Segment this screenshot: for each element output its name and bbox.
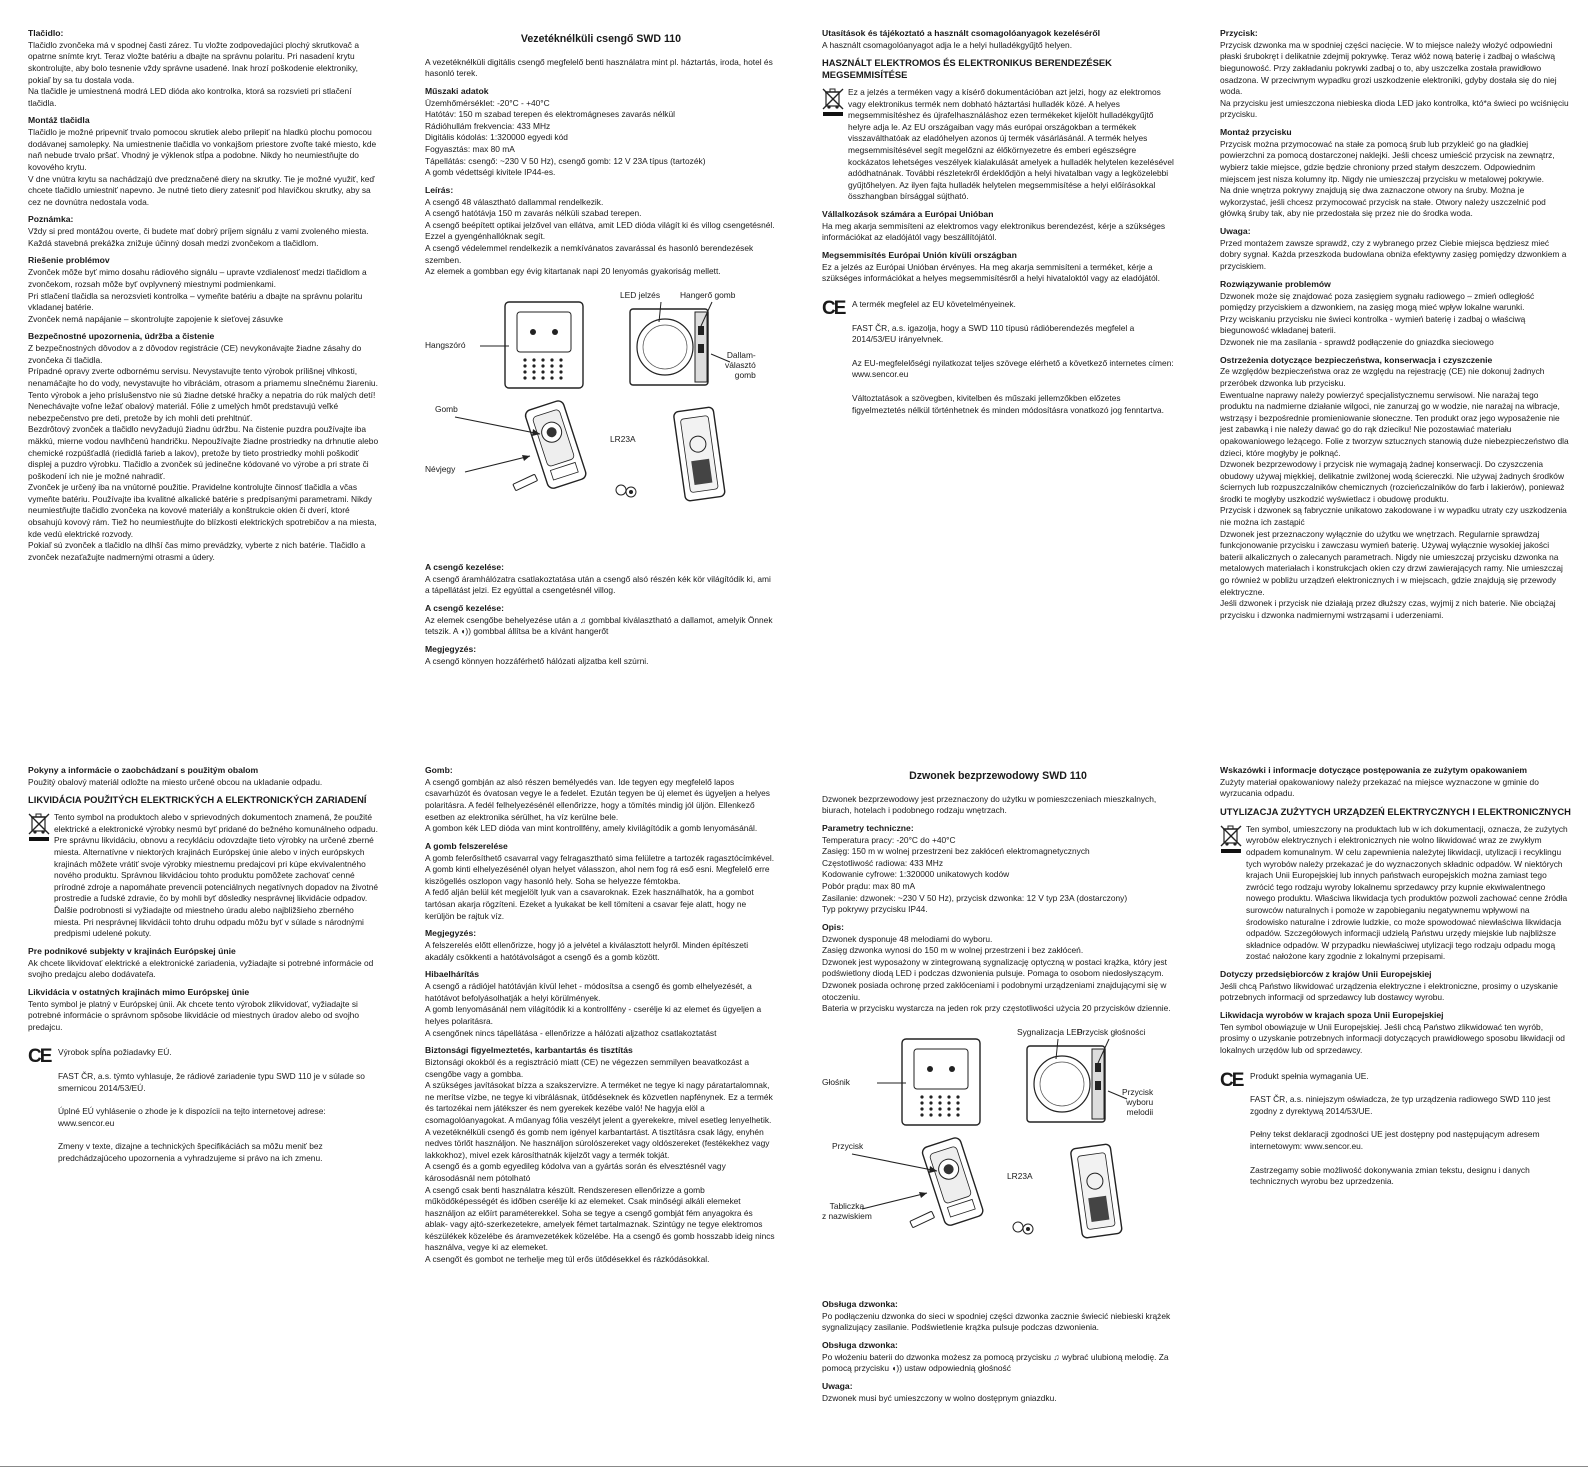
pl-instructions-column — [1220, 28, 1572, 627]
hu-button-section — [425, 1045, 777, 1266]
sk-section-heading: Bezpečnostné upozornenia, údržba a čistenie — [28, 331, 215, 342]
pl-section — [1220, 28, 1572, 121]
pl-weee-text: Ten symbol, umieszczony na produktach lub w ich dokumentacji, oznacza, że zużytych wyrobów elektrycznych i elektronicznych nie wolno likwidować wraz ze zwykłym odpadem komunalnym. W celu zapewnienia należytej likwidacji, utylizacji i recyklingu tych wyrobów należy przekazać je do wyznaczonych składnic odpadów. W niektórych krajach Unii Europejskiej lub innych państwach europejskich można zamiast tego zwrócić tego rodzaju wyroby lokalnemu sprzedawcy przy kupnie ekwiwalentnego nowego produktu. Właściwa likwidacja tych produktów pozwoli zachować cenne źródła surowców naturalnych i pomoże w zapobieganiu negatywnemu wpływowi na środowisko naturalne i zdrowie ludzkie, co może spowodować niewłaściwa likwidacja odpadów. Szczegółowych informacji udzielą Państwu urzędy miejskie lub najbliższe składnice odpadów. W przypadku niewłaściwej utylizacji tego rodzaju odpadu mogą zostać nałożone kary zgodnie z lokalnymi przepisami. — [1246, 823, 1568, 962]
pl-ce-line: Produkt spełnia wymagania UE. — [1250, 1070, 1369, 1081]
hu-button-column — [425, 765, 777, 1272]
pl-usage-section-text: Po podłączeniu dzwonka do sieci w spodniej części dzwonka zacznie świecić niebieski krążek sygnalizujący zasilanie. Podświetlenie krążka pulsuje podczas dzwonienia. — [822, 1310, 1171, 1333]
pl-section-heading: Ostrzeżenia dotyczące bezpieczeństwa, konserwacja i czyszczenie — [1220, 354, 1493, 365]
pl-weee-heading: UTYLIZACJA ZUŻYTYCH URZĄDZEŃ ELEKTRYCZNYCH I ELEKTRONICZNYCH — [1220, 806, 1571, 818]
sk-ce-line: Výrobok spĺňa požiadavky EÚ. — [58, 1047, 172, 1058]
pl-section-text: Ze względów bezpieczeństwa oraz ze względu na rejestrację (CE) nie dokonuj żadnych przeróbek dzwonka lub przycisku. Ewentualne naprawy należy powierzyć specjalistycznemu serwisowi. Nie narażaj tego produktu na nadmierne działanie wilgoci, nie zanurzaj go w wodzie, nie narażaj na wibracje, wstrząsy i bezpośrednie promieniowanie słoneczne. Ten produkt oraz jego wyposażenie nie jest zabawką i nie należy dawać go do rąk dzieciku! Nie pozostawiać materiału opakowaniowego leżącego. Folie z tworzyw sztucznych stanowią duże niebezpieczeństwo dla dzieci, które mogłyby je połknąć. Dzwonek bezprzewodowy i przycisk nie wymagają żadnej konserwacji. Do czyszczenia obudowy używaj miękkiej, delikatnie zwilżonej wodą ściereczki. Nie używaj żadnych środków ściernych lub rozpuszczalników chemicznych (rozcieńczalników do farb i lakierów), ponieważ środki te mogłyby uszkodzić wyświetlacz i obudowę produktu. Przycisk i dzwonek są fabrycznie unikatowo zakodowane i w wypadku utraty czy uszkodzenia nie można ich zastąpić Dzwonek jest przeznaczony wyłącznie do użytku we wnętrzach. Regularnie sprawdzaj funkcjonowanie przycisku i zawczasu wymień baterię. Używaj wyłącznie wysokiej jakości baterii alkalicznych o zalecanych parametrach. Nigdy nie umieszczaj przycisku dzwonka na metalowych materiałach i konstrukcjach okien czy drzwi zawierających ramy. Nie umieszczaj go również w pobliżu urządzeń elektronicznych i w miejscach, gdzie znajdują się przewody elektryczne. Jeśli dzwonek i przycisk nie działają przez dłuższy czas, wyjmij z nich baterie. Nie obciążaj przycisku i dzwonka nadmiernymi wstrząsami i uderzeniami. — [1220, 366, 1569, 620]
hu-section-text: Üzemhőmérséklet: -20°C - +40°C Hatótáv: 150 m szabad terepen és elektromágneses zavarás nélkül Rádióhullám frekvencia: 433 MHz Digitális kódolás: 1:320000 egyedi kód Fogyasztás: max 80 mA Tápellátás: csengő: ~230 V 50 Hz), csengő gomb: 12 V 23A típus (tartozék) A gomb védettségi kivitele IP44-es. — [425, 97, 706, 178]
pl-usage-section-heading: Uwaga: — [822, 1380, 853, 1391]
pl-ce-url: Pełny tekst deklaracji zgodności UE jest dostępny pod następującym adresem internetowym: www.sencor.eu. — [1250, 1129, 1540, 1151]
battery-label: LR23A — [610, 433, 636, 444]
sk-outside-eu-heading: Likvidácia v ostatných krajinách mimo Európskej únie — [28, 986, 250, 997]
sk-weee-text: Tento symbol na produktoch alebo v sprievodných dokumentoch znamená, že použité elektrické a elektronické výrobky nesmú byť pridané do bežného komunálneho odpadu. Pre správnu likvidáciu, obnovu a recykláciu odovzdajte tieto výrobky na určené zberné miesta. Alternatívne v niektorých krajinách Európskej únie alebo v iných európskych krajinách môžete vrátiť svoje výrobky miestnemu predajcovi pri kúpe ekvivalentného nového produktu. Správnou likvidáciou tohto produktu pomôžete zachovať cenné prírodné zdroje a napomáhate prevencii potenciálnych negatívnych dopadov na životné prostredie a ľudské zdravie, čo by mohli byť dôsledky nesprávnej likvidácie odpadov. Ďalšie podrobnosti si vyžiadajte od miestneho úradu alebo najbližšieho zberného miesta. Pri nesprávnej likvidácii tohto druhu odpadu môžu byť v súlade s národnými predpismi udelené pokuty. — [54, 812, 379, 939]
pl-section-heading: Parametry techniczne: — [822, 822, 914, 833]
hu-title: Vezetéknélküli csengő SWD 110 — [520, 33, 682, 45]
sk-business-heading: Pre podnikové subjekty v krajinách Európskej únie — [28, 945, 236, 956]
nameplate-label: Névjegy — [425, 463, 456, 474]
pl-outside-eu-heading: Likwidacja wyrobów w krajach spoza Unii Europejskiej — [1220, 1009, 1444, 1020]
sk-section — [28, 28, 380, 109]
speaker-label: Głośnik — [822, 1076, 850, 1087]
pl-section — [1220, 279, 1572, 349]
sk-section-text: Z bezpečnostných dôvodov a z dôvodov registrácie (CE) nevykonávajte žiadne zásahy do zvončeka či tlačidla. Prípadné opravy zverte odbornému servisu. Nevystavujte tento výrobok prílišnej vlhkosti, nenamáčajte ho do vody, nevystavujte ho vibráciám, otrasom a priamemu slnečnému žiareniu. Tento výrobok a jeho príslušenstvo nie sú žiadne detské hračky a nepatria do rúk malých detí! Nenechávajte voľne ležať obalový materiál. Fólie z umelých hmôt predstavujú veľké nebezpečenstvo pre deti, pretože by ich mohli deti prehltnúť. Bezdrôtový zvonček a tlačidlo nevyžadujú žiadnu údržbu. Na čistenie puzdra používajte iba mäkkú, mierne vodou navlhčenú handričku. Nepoužívajte žiadne prostriedky na drhnutie alebo chemické rozpúšťadlá (riedidlá farieb a lakov), pretože by tieto prostriedky mohli poškodiť displej a puzdro výrobku. Tlačidlo a zvonček sú jedinečne kódované vo výrobe a pri strate či poškodení ich nie je možné nahradiť. Zvonček je určený iba na vnútorné použitie. Pravidelne kontrolujte činnosť tlačidla a včas vymeňte batériu. Používajte iba kvalitné alkalické batérie s predpísanými parametrami. Nikdy neumiestňujte tlačidlo zvončeka na kovové materiály a konštrukcie okien či dverí, ktoré obsahujú kovový rám. Tiež ho neumiestňujte do blízkosti elektrických spotrebičov a na miesta, kde vedú elektrické rozvody. Pokiaľ sú zvonček a tlačidlo na dlhší čas mimo prevádzky, vyberte z nich batérie. Tlačidlo a zvonček nezaťažujte nadmernými otrasmi a údery. — [28, 343, 379, 562]
pl-usage-section-heading: Obsługa dzwonka: — [822, 1298, 898, 1309]
hu-business-text: Ha meg akarja semmisíteni az elektromos vagy elektronikus berendezést, kérje a szükséges információkat az eladójától vagy beszállítójától. — [822, 220, 1166, 243]
pl-outside-eu-text: Ten symbol obowiązuje w Unii Europejskiej. Jeśli chcą Państwo zlikwidować ten wyrób, prosimy o uzyskanie potrzebnych informacji dotyczących prawidłowego sposobu likwidacji od lokalnych urzędów lub od sprzedawcy. — [1220, 1021, 1565, 1056]
sk-packaging-text: Použitý obalový materiál odložte na miesto určené obcou na ukladanie odpadu. — [28, 776, 323, 787]
pl-usage-section — [822, 1340, 1174, 1375]
sk-ce-declaration: FAST ČR, a.s. týmto vyhlasuje, že rádiové zariadenie typu SWD 110 je v súlade so smernicou 2014/53/EÚ. — [58, 1071, 365, 1093]
hu-usage-section — [425, 562, 777, 597]
pl-section-heading: Opis: — [822, 921, 844, 932]
page-bottom-rule — [0, 1466, 1588, 1467]
pl-business-text: Jeśli chcą Państwo likwidować urządzenia elektryczne i elektroniczne, prosimy o uzyskanie potrzebnych informacji od sprzedawcy lub dostawcy wyrobu. — [1220, 980, 1558, 1003]
hu-usage-section-heading: A csengő kezelése: — [425, 602, 504, 613]
pl-section-text: Przycisk można przymocować na stałe za pomocą śrub lub przykleić go na gładkiej powierzchni za pomocą dostarczonej naklejki. Jeśli chcesz umieścić przycisk na zewnątrz, wybierz takie miejsce, gdzie będzie chroniony przed stałym deszczem. Odpowiednim miejscem jest nisza kolumny itp. Nigdy nie umieszczaj przycisku w metalowej pokrywie. Na dnie wnętrza pokrywy znajdują się dwa zaznaczone otwory na śruby. Można je wykorzystać, jeśli chcesz przymocować przycisk na stałe. Otwory należy uszczelnić pod główką śruby tak, aby nie przedostała się przez nie do środka woda. — [1220, 138, 1555, 219]
pl-section-heading: Rozwiązywanie problemów — [1220, 278, 1331, 289]
hu-outside-eu-text: Ez a jelzés az Európai Unióban érvényes. Ha meg akarja semmisíteni a terméket, kérje a szükséges információkat a helyes megsemmisítésről a helyi hivataloktól vagy az eladójától. — [822, 261, 1160, 284]
volume-button-label: Hangerő gomb — [680, 289, 736, 300]
hu-button-section — [425, 969, 777, 1039]
hu-button-section-heading: Megjegyzés: — [425, 928, 477, 939]
hu-usage-section-text: A csengő könnyen hozzáférhető hálózati aljzatba kell szúrni. — [425, 655, 649, 666]
pl-section-heading: Przycisk: — [1220, 28, 1258, 38]
pl-section — [1220, 355, 1572, 622]
hu-packaging-heading: Utasítások és tájékoztató a használt csomagolóanyagok kezeléséről — [822, 28, 1100, 38]
sk-section — [28, 331, 380, 563]
hu-packaging-text: A használt csomagolóanyagot adja le a helyi hulladékgyűjtő helyen. — [822, 39, 1073, 50]
sk-outside-eu-text: Tento symbol je platný v Európskej únii. Ak chcete tento výrobok zlikvidovať, vyžiadajte si potrebné informácie o správnom spôsobe likvidácie od miestnych úradov alebo od svojho predajcu. — [28, 998, 360, 1032]
hu-section-heading: Leírás: — [425, 184, 454, 195]
hu-button-section-text: A csengő a rádiójel hatótávján kívül lehet - módosítsa a csengő és gomb elhelyezését, a hatótávot befolyásolhatják a helyi körülmények. A gomb lenyomásánál nem világítódik ki a kontrollfény - cserélje ki az elemet és ügyeljen a helyes polaritásra. A csengőnek nincs tápellátása - ellenőrizze a hálózati aljzathoz csatlakoztatást — [425, 981, 762, 1038]
pl-section-text: Dzwonek dysponuje 48 melodiami do wyboru. Zasięg dzwonka wynosi do 150 m w wolnej przestrzeni i bez zakłóceń. Dzwonek jest wyposażony w zintegrowaną sygnalizację optyczną w postaci krążka, który jest podświetlony diodą LED i podczas dzwonienia pulsuje. Pomaga to osobom niedosłyszącym. Dzwonek posiada ochronę przed zakłóceniami i podobnymi urządzeniami znajdującymi się w otoczeniu. Bateria w przycisku wystarcza na jeden rok przy częstotliwości użycia 20 przycisków dziennie. — [822, 933, 1171, 1014]
sk-ce-changes: Zmeny v texte, dizajne a technických špecifikáciách sa môžu meniť bez predchádzajúceho upozornenia a vyhradzujeme si právo na ich zmenu. — [58, 1141, 323, 1163]
sk-section — [28, 115, 380, 208]
hu-weee-text: Ez a jelzés a terméken vagy a kísérő dokumentációban azt jelzi, hogy az elektromos vagy elektronikus termék nem dobható háztartási hulladék közé. A helyes megsemmisítéshez és újrafelhasználáshoz ezen termékeket kijelölt hulladékgyűjtő helyre adja le. Az EU országaiban vagy más európai országokban a termékek visszaválthatóak az eladóhelyen azonos új termék vásárlásánál. A termék helyes megsemmisítésével segít megelőzni az élőkörnyezetre és emberi egészségre kockázatos lehetséges veszélyek kialakulását amelyek a hulladék helytelen kezelésével adódhatnának. További részletekről érdeklődjön a helyi hivatalban vagy a legközelebbi gyűjtőhelyen. Az ilyen fajta hulladék helytelen megsemmisítése a helyi előírásokkal összhangban bírsággal sújtható. — [848, 86, 1174, 202]
pl-usage-section — [822, 1299, 1174, 1334]
hu-business-heading: Vállalkozások számára a Európai Unióban — [822, 208, 994, 219]
ce-mark-icon: CE — [28, 1046, 51, 1068]
sk-business-text: Ak chcete likvidovať elektrické a elektronické zariadenia, vyžiadajte si potrebné informácie od svojho predajcu alebo dodávateľa. — [28, 957, 374, 980]
sk-ce-url: Úplné EÚ vyhlásenie o zhode je k dispozícii na tejto internetovej adrese: www.sencor.eu — [58, 1106, 326, 1128]
ce-mark-icon: CE — [1220, 1069, 1243, 1091]
hu-usage-section-heading: A csengő kezelése: — [425, 561, 504, 572]
hu-usage-section-text: A csengő áramhálózatra csatlakoztatása után a csengő alsó részén kék kör világítódik ki, ami a tápellátást jelzi. Ez egyúttal a csengetésnél villog. — [425, 573, 771, 596]
sk-section-heading: Poznámka: — [28, 214, 74, 225]
ce-mark-icon: CE — [822, 297, 845, 319]
volume-button-label: Przycisk głośności — [1077, 1026, 1146, 1037]
sk-section — [28, 255, 380, 325]
hu-button-section-text: A gomb felerősíthető csavarral vagy felragasztható sima felületre a tartozék ragasztócímkével. A gomb kinti elhelyezésénél olyan helyet válasszon, ahol nem fog rá eső esni. Megfelelő erre kiszögellés oszlopon vagy hasonló hely. Soha se helyezze fémtokba. A fedő alján belül két megjelölt lyuk van a csavaroknak. Ezek használhatók, ha a gombot tartósan akarja rögzíteni. Ezeket a lyukakat be kell tömíteni a csavar feje alatt, hogy ne kerüljön be rajtuk víz. — [425, 852, 775, 921]
hu-ce-url: Az EU-megfelelőségi nyilatkozat teljes szövege elérhető a következő internetes címen: www.sencor.eu — [852, 357, 1174, 380]
hu-usage-section-text: Az elemek csengőbe behelyezése után a ♫ gombbal kiválasztható a dallamot, amelyik Önnek tetszik. A ◖)) gombbal állítsa be a kívánt hangerőt — [425, 614, 773, 637]
melody-button-label: Przycisk wyboru melodii — [1122, 1086, 1154, 1117]
hu-button-section — [425, 928, 777, 963]
hu-section-text: A csengő 48 választható dallammal rendelkezik. A csengő hatótávja 150 m zavarás nélküli szabad terepen. A csengő beépített optikai jelzővel van ellátva, amit LED dióda világít ki és villog csengetésnél. Ezzel a gyengénhallóknak segít. A csengő védelemmel rendelkezik a nemkívánatos zavarással és hasonló berendezések szemben. Az elemek a gombban egy évig kitartanak napi 20 lenyomás gyakoriság mellett. — [425, 196, 775, 277]
sk-section-text: Zvonček môže byť mimo dosahu rádiového signálu – upravte vzdialenosť medzi tlačidlom a zvončekom, rozsah môže byť ovplyvnený miestnymi podmienkami. Pri stlačení tlačidla sa nerozsvieti kontrolka – vymeňte batériu a dbajte na správnu polaritu vkladanej batérie. Zvonček nemá napájanie – skontrolujte zapojenie k sieťovej zásuvke — [28, 267, 367, 324]
pl-usage-section-heading: Obsługa dzwonka: — [822, 1339, 898, 1350]
hu-section-heading: Műszaki adatok — [425, 85, 489, 96]
pl-usage-section-text: Po włożeniu baterii do dzwonka możesz za pomocą przycisku ♫ wybrać ulubioną melodię. Za pomocą przycisku ◖)) ustaw odpowiednią głośność — [822, 1351, 1169, 1374]
sk-section-text: Vždy si pred montážou overte, či budete mať dobrý príjem signálu z vami zvoleného miesta. Každá stavebná prekážka znižuje účinný dosah medzi zvončekom a tlačidlom. — [28, 226, 369, 248]
button-label: Gomb — [435, 403, 458, 414]
pl-section — [1220, 226, 1572, 273]
hu-disposal-column — [822, 28, 1174, 428]
led-indicator-label: Sygnalizacja LED — [1017, 1026, 1083, 1037]
hu-button-section-heading: Hibaelhárítás — [425, 969, 479, 980]
hu-ce-changes: Változtatások a szövegben, kivitelben és műszaki jellemzőkben előzetes figyelmeztetés nélkül történhetnek és minden módosításra vonatkozó jog fenntartva. — [852, 392, 1164, 415]
nameplate-label: Tabliczka z nazwiskiem — [822, 1200, 872, 1221]
pl-section-text: Dzwonek może się znajdować poza zasięgiem sygnału radiowego – zmień odległość pomiędzy przyciskiem a dzwonkiem, na zasięg mogą mieć wpływ lokalne warunki. Przy wciskaniu przycisku nie świeci kontrolka - wymień baterię i zadbaj o właściwą biegunowość wkładanej baterii. Dzwonek nie ma zasilania - sprawdź podłączenie do gniazdka sieciowego — [1220, 290, 1535, 347]
crossed-bin-icon — [822, 87, 844, 203]
pl-section — [1220, 127, 1572, 220]
device-illustration — [822, 1021, 1174, 1291]
hu-product-diagram — [425, 284, 777, 554]
hu-button-section — [425, 765, 777, 835]
crossed-bin-icon — [28, 812, 50, 940]
hu-button-section-heading: A gomb felszerelése — [425, 840, 508, 851]
led-indicator-label: LED jelzés — [620, 289, 661, 300]
hu-section — [425, 185, 777, 278]
pl-usage-section-text: Dzwonek musi być umieszczony w wolno dostępnym gniazdku. — [822, 1392, 1057, 1403]
hu-product-column — [425, 28, 777, 673]
pl-product-diagram — [822, 1021, 1174, 1291]
pl-ce-changes: Zastrzegamy sobie możliwość dokonywania zmian tekstu, designu i danych technicznych wyrobu bez uprzedzenia. — [1250, 1164, 1530, 1187]
battery-label: LR23A — [1007, 1170, 1033, 1181]
pl-section — [822, 922, 1174, 1015]
sk-section-heading: Montáž tlačidla — [28, 115, 90, 126]
hu-button-section-heading: Biztonsági figyelmeztetés, karbantartás és tisztítás — [425, 1045, 633, 1056]
pl-packaging-text: Zużyty materiał opakowaniowy należy przekazać na miejsce wyznaczone w gminie do wyrzucania odpadu. — [1220, 776, 1539, 799]
pl-business-heading: Dotyczy przedsiębiorców z krajów Unii Europejskiej — [1220, 968, 1432, 979]
pl-intro: Dzwonek bezprzewodowy jest przeznaczony do użytku w pomieszczeniach mieszkalnych, biurach, hotelach i podobnego rodzaju wnętrzach. — [822, 793, 1157, 816]
pl-section — [822, 823, 1174, 916]
hu-section — [425, 86, 777, 179]
sk-section-heading: Tlačidlo: — [28, 28, 64, 38]
pl-section-text: Przed montażem zawsze sprawdź, czy z wybranego przez Ciebie miejsca będziesz mieć dobry sygnał. Każda przeszkoda budowlana obniża efektywny zasięg pomiędzy dzwonkiem a przyciskiem. — [1220, 237, 1567, 272]
hu-button-section — [425, 841, 777, 922]
pl-section-heading: Uwaga: — [1220, 226, 1251, 237]
sk-section-text: Tlačidlo zvončeka má v spodnej časti zárez. Tu vložte zodpovedajúci plochý skrutkovač a opatrne snímte kryt. Teraz vložte batériu a dbajte na správnu polaritu. Pri nasadení krytu skontrolujte, aby bolo tesnenie vždy správne usadené. Inak hrozí poškodenie elektroniky, pokiaľ by sa tu dostala voda. Na tlačidle je umiestnená modrá LED dióda ako kontrolka, ktorá sa rozsvieti pri stlačení tlačidla. — [28, 39, 359, 108]
hu-ce-declaration: FAST ČR, a.s. igazolja, hogy a SWD 110 típusú rádióberendezés megfelel a 2014/53/EU irányelvnek. — [852, 322, 1135, 345]
pl-section-heading: Montaż przycisku — [1220, 127, 1292, 138]
device-illustration — [425, 284, 777, 554]
pl-section-text: Temperatura pracy: -20°C do +40°C Zasięg: 150 m w wolnej przestrzeni bez zakłóceń elektromagnetycznych Częstotliwość radiowa: 433 MHz Kodowanie cyfrowe: 1:320000 unikatowych kodów Pobór prądu: max 80 mA Zasilanie: dzwonek: ~230 V 50 Hz), przycisk dzwonka: 12 V typ 23A (dostarczony) Typ pokrywy przycisku IP44. — [822, 834, 1128, 915]
hu-intro: A vezetéknélküli digitális csengő megfelelő benti használatra mint pl. háztartás, iroda, hotel és hasonló terek. — [425, 56, 773, 79]
pl-packaging-heading: Wskazówki i informacje dotyczące postępowania ze zużytym opakowaniem — [1220, 765, 1528, 775]
speaker-label: Hangszóró — [425, 339, 466, 350]
sk-instructions-column — [28, 28, 380, 569]
hu-button-section-text: A csengő gombján az alsó részen bemélyedés van. Ide tegyen egy megfelelő lapos csavarhúzót és óvatosan vegye le a fedelet. Ezután tegyen be új elemet és ügyeljen a helyes polaritásra. A fedél felhelyezésénél ellenőrizze, hogy a tömítés mindig jól üljön. Ellenkező esetben az elektronika sérülhet, ha víz kerülne bele. A gombon kék LED dióda van mint kontrollfény, amely kivilágítódik a gomb lenyomásánál. — [425, 776, 770, 834]
sk-disposal-column — [28, 765, 380, 1177]
hu-weee-heading: HASZNÁLT ELEKTROMOS ÉS ELEKTRONIKUS BERENDEZÉSEK MEGSEMMISÍTÉSE — [822, 57, 1112, 81]
hu-usage-section — [425, 644, 777, 667]
hu-button-section-heading: Gomb: — [425, 765, 453, 775]
sk-section — [28, 214, 380, 249]
hu-usage-section — [425, 603, 777, 638]
melody-button-label: Dallam- választó gomb — [725, 349, 756, 380]
pl-usage-section — [822, 1381, 1174, 1404]
pl-disposal-column — [1220, 765, 1572, 1200]
sk-packaging-heading: Pokyny a informácie o zaobchádzaní s použitým obalom — [28, 765, 259, 775]
button-label: Przycisk — [832, 1140, 864, 1151]
hu-outside-eu-heading: Megsemmisítés Európai Unión kívüli országban — [822, 249, 1017, 260]
hu-ce-line: A termék megfelel az EU követelményeinek. — [852, 298, 1016, 309]
pl-title: Dzwonek bezprzewodowy SWD 110 — [909, 770, 1087, 782]
hu-button-section-text: A felszerelés előtt ellenőrizze, hogy jó a jelvétel a kiválasztott helyről. Minden építészeti akadály csökkenti a hatótávolságot a csengő és a gomb között. — [425, 940, 749, 962]
sk-section-text: Tlačidlo je možné pripevniť trvalo pomocou skrutiek alebo prilepiť na hladkú plochu pomocou dodávanej samolepky. Na umiestnenie tlačidla vo vonkajšom priestore zvoľte také miesto, kde naň nebude trvalo pršať. Vhodný je výklenok stĺpa a podobne. Nikdy ho neumiestňujte do kovového krytu. V dne vnútra krytu sa nachádzajú dve predznačené diery na skrutky. Tie je možné využiť, keď chcete tlačidlo umiestniť napevno. Je nutné tieto diery zatesniť pod hlavičkou skrutky, aby sa cez ne dovnútra nedostala voda. — [28, 127, 377, 207]
sk-section-heading: Riešenie problémov — [28, 255, 110, 266]
pl-section-text: Przycisk dzwonka ma w spodniej części nacięcie. W to miejsce należy włożyć odpowiedni płaski śrubokręt i delikatnie zdejmij pokrywkę. Teraz włóż nową baterię i zadbaj o właściwą biegunowość. Przy zakładaniu pokrywki zadbaj o to, aby uszczelka została prawidłowo osadzona. W przeciwnym wypadku grozi uszkodzenie elektroniki, gdyby dostała się do niej woda. Na przycisku jest umieszczona niebieska dioda LED jako kontrolka, któ*a świeci po wciśnięciu przycisku. — [1220, 39, 1569, 120]
pl-ce-declaration: FAST ČR, a.s. niniejszym oświadcza, że typ urządzenia radiowego SWD 110 jest zgodny z dyrektywą 2014/53/UE. — [1250, 1094, 1551, 1116]
hu-usage-section-heading: Megjegyzés: — [425, 643, 477, 654]
crossed-bin-icon — [1220, 824, 1242, 963]
hu-button-section-text: Biztonsági okokból és a regisztráció miatt (CE) ne végezzen semmilyen beavatkozást a csengőbe vagy a gombba. A szükséges javításokat bízza a szakszervizre. A terméket ne tegye ki nagy páratartalomnak, ne merítse vízbe, ne tegye ki vibrálásnak, ütődéseknek és közvetlen napfénynek. Ez a termék és tartozékai nem játékszer és nem gyerekek kezébe való! Ne hagyja elöl a csomagolóanyagokat. A műanyag fólia veszélyt jelent a gyerekekre, mivel esetleg lenyelhetik. A vezetéknélküli csengő és gomb nem igényel karbantartást. A tisztításra csak lágy, enyhén nedves törlőt használjon. Ne használjon súrolószereket vagy oldószereket (festékekhez vagy lakkokhoz), mivel ezek károsíthatnák kijelzőt vagy a termék tokját. A csengő és a gomb egyedileg kódolva van a gyártás során és elvesztésnél vagy károsodásnál nem pótolható A csengő csak benti használatra készült. Rendszeresen ellenőrizze a gomb működőképességét és időben cserélje ki az elemeket. Csak minőségi alkáli elemeket használjon az előírt paraméterekkel. Soha se tegye a csengő gombját fém anyagokra és ablak- vagy ajtó-szerkezetekre, amelyek fémet tartalmaznak. Szintúgy ne tegye elektromos készülékek közelébe és áramvezetékek közelébe. Ha a csengő és gomb hosszabb ideig nincs használva, vegye ki az elemeket. A csengőt és gombot ne terhelje meg túl erős ütődésekkel és rázkódásokkal. — [425, 1056, 775, 1265]
sk-weee-heading: LIKVIDÁCIA POUŽITÝCH ELEKTRICKÝCH A ELEKTRONICKÝCH ZARIADENÍ — [28, 794, 367, 806]
pl-product-column — [822, 765, 1174, 1410]
